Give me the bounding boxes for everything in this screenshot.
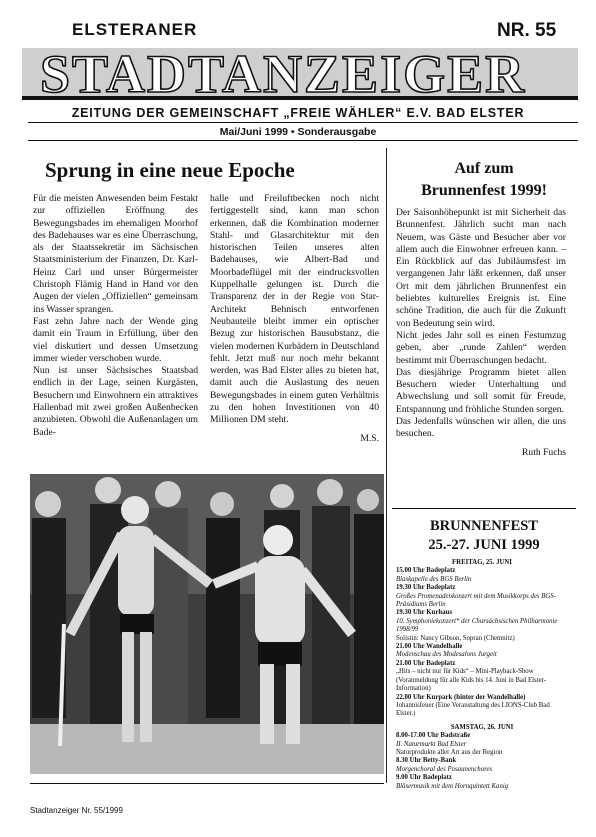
paragraph: Fast zehn Jahre nach der Wende ging damit ein Traum in Erfüllung, über den viel diskutiert und dessen Umsetzung immer wieder verschoben wurde. bbox=[33, 315, 198, 364]
photo-swimmers-image bbox=[30, 474, 384, 774]
main-headline: Sprung in eine neue Epoche bbox=[45, 158, 295, 182]
paragraph: Für die meisten Anwesenden beim Festakt zur offiziellen Eröffnung des Bewegungsbades im ehemaligen Moorhof des Badehauses war es eine Überraschung, als der Staatssekretär im Sächsischen Staatsministerium der Finanzen, Dr. Karl-Heinz Carl und unser Bürgermeister Christoph Flämig Hand in Hand vor den Augen der vielen „Offiziellen“ gemeinsam ins Wasser sprangen. bbox=[33, 193, 198, 315]
schedule-event-time: 19.30 Uhr Kurhaus bbox=[396, 609, 452, 617]
fest-dates: 25.-27. JUNI 1999 bbox=[428, 537, 540, 553]
paragraph: Der Saisonhöhepunkt ist mit Sicherheit das Brunnenfest. Jährlich sucht man nach Neuem, was Gäste und Besucher aber vor allem auch die Einwohner erfreuen kann. – Ein Rückblick auf das Jubiläumsfest im vergangenen Jahr läßt erkennen, daß unser Ort mit dem jährlichen Brunnenfest ein beliebtes kulturelles Ereignis ist. Eine schöne Tradition, die auch für die Zukunft von Bedeutung sein wird. bbox=[396, 207, 566, 329]
paragraph: Das Jedenfalls wünschen wir allen, die uns besuchen. bbox=[396, 416, 566, 440]
issue-line: Mai/Juni 1999 • Sonderausgabe bbox=[219, 126, 377, 138]
schedule-event-description: Morgenchoral des Posaunenchores bbox=[396, 765, 493, 773]
main-article-column-2 bbox=[210, 193, 379, 445]
article-signature: M.S. bbox=[360, 432, 379, 444]
schedule-day-heading: SAMSTAG, 26. JUNI bbox=[450, 723, 514, 731]
side-article-body bbox=[396, 207, 566, 459]
schedule-event-time: 19.30 Uhr Badeplatz bbox=[396, 584, 456, 592]
masthead-divider bbox=[28, 122, 578, 123]
main-article-column-1 bbox=[33, 193, 198, 439]
footer-text: Stadtanzeiger Nr. 55/1999 bbox=[30, 806, 123, 815]
masthead-top-line: ELSTERANER bbox=[72, 20, 198, 39]
schedule-day-heading: FREITAG, 25. JUNI bbox=[452, 559, 512, 566]
paragraph: Nun ist unser Sächsisches Staatsbad endlich in der Lage, seinen Kurgästen, Besuchern und Einwohnern ein attraktives Hallenbad mit zwei großen Außenbecken anzubieten. Obwohl die Außenanlagen um Bade- bbox=[33, 365, 198, 438]
column-divider bbox=[386, 148, 387, 783]
schedule-event-time: 21.00 Uhr Wandelhalle bbox=[396, 643, 463, 651]
schedule-event-time: 9.00 Uhr Badeplatz bbox=[396, 774, 452, 782]
paragraph: Nicht jedes Jahr soll es einen Festumzug geben, aber „runde Zahlen“ werden bestimmt mit Überraschungen bedacht. bbox=[396, 329, 566, 366]
schedule-event-description: Großes Promenadenkonzert mit dem Musikkorps des BGS-Präsidiums Berlin bbox=[396, 592, 556, 609]
schedule-event-description: Solistin: Nancy Gibson, Sopran (Chemnitz) bbox=[396, 634, 515, 642]
side-headline-line-2: Brunnenfest 1999! bbox=[421, 182, 547, 199]
schedule-day-1-events bbox=[396, 567, 568, 718]
side-headline-line-1: Auf zum bbox=[454, 160, 514, 177]
schedule-event-description: 10. Symphoniekonzert* der Chursächsischen Philharmonie 1998/99 bbox=[396, 617, 558, 634]
schedule-event-description: Blaskapelle des BGS Berlin bbox=[396, 575, 472, 583]
masthead-title: STADTANZEIGER bbox=[40, 44, 527, 104]
schedule-day-2-events bbox=[396, 732, 568, 791]
schedule-event-description: Modenschau des Modesalons Jurgeit bbox=[396, 651, 497, 659]
paragraph: Das diesjährige Programm bietet allen Besuchern wieder Unterhaltung und Abwechslung und soll somit für Freude, Entspannung und fröhliche Stunden sorgen. bbox=[396, 366, 566, 415]
schedule-event-time: 22.00 Uhr Kurpark (hinter der Wandelhalle) bbox=[396, 693, 526, 701]
fest-title: BRUNNENFEST bbox=[430, 518, 538, 534]
schedule-event-description: Johannisfeuer (Eine Veranstaltung des LIONS-Club Bad Elster.) bbox=[396, 701, 550, 718]
side-divider bbox=[392, 508, 576, 509]
fest-schedule bbox=[396, 559, 568, 791]
schedule-event-time: 21.00 Uhr Badeplatz bbox=[396, 659, 456, 667]
masthead-subtitle: ZEITUNG DER GEMEINSCHAFT „FREIE WÄHLER“ E.V. BAD ELSTER bbox=[71, 106, 525, 120]
schedule-event-time: 15.00 Uhr Badeplatz bbox=[396, 567, 456, 575]
paragraph: halle und Freiluftbecken noch nicht fertiggestellt sind, kann man schon erkennen, daß die Kombination moderner Stahl- und Glasarchitektur mit den historischen Teilen unseres alten Badehauses, wie Albert-Bad und Moorbadeflügel mit der eindrucksvollen Kuppelhalle gelungen ist. Durch die Transparenz der in der Regie von Star-Architekt Behnisch entworfenen Neubauteile bleibt immer ein optischer Bezug zur historischen Bausubstanz, die vielen modernen Kurbädern in Deutschland fehlt. Jetzt muß nur noch mehr bekannt werden, was Bad Elster alles zu bieten hat, damit auch die Auslastung des neuen Bewegungsbades in einem guten Verhältnis zu den hohen Investitionen von 40 Millionen DM steht. bbox=[210, 193, 379, 426]
schedule-event-description: Bläsermusik mit dem Hornquintett Kanig bbox=[396, 782, 509, 790]
issue-divider bbox=[28, 140, 578, 141]
schedule-event-time: 8.00-17.00 Uhr Badstraße bbox=[396, 732, 471, 740]
footer-divider bbox=[30, 783, 384, 784]
schedule-event-time: 8.30 Uhr Betty-Bank bbox=[396, 757, 457, 765]
schedule-event-description: II. Naturmarkt Bad Elster bbox=[396, 740, 467, 748]
schedule-event-description: „Hits – nicht nur für Kids“ – Mini-Playback-Show (Voranmeldung für alle Kids bis 14. Juni in Bad Elster-Information) bbox=[396, 668, 547, 693]
issue-number-badge: NR. 55 bbox=[497, 20, 557, 41]
schedule-event-description: Naturprodukte aller Art aus der Region bbox=[396, 748, 503, 756]
side-article-signature: Ruth Fuchs bbox=[522, 446, 566, 458]
